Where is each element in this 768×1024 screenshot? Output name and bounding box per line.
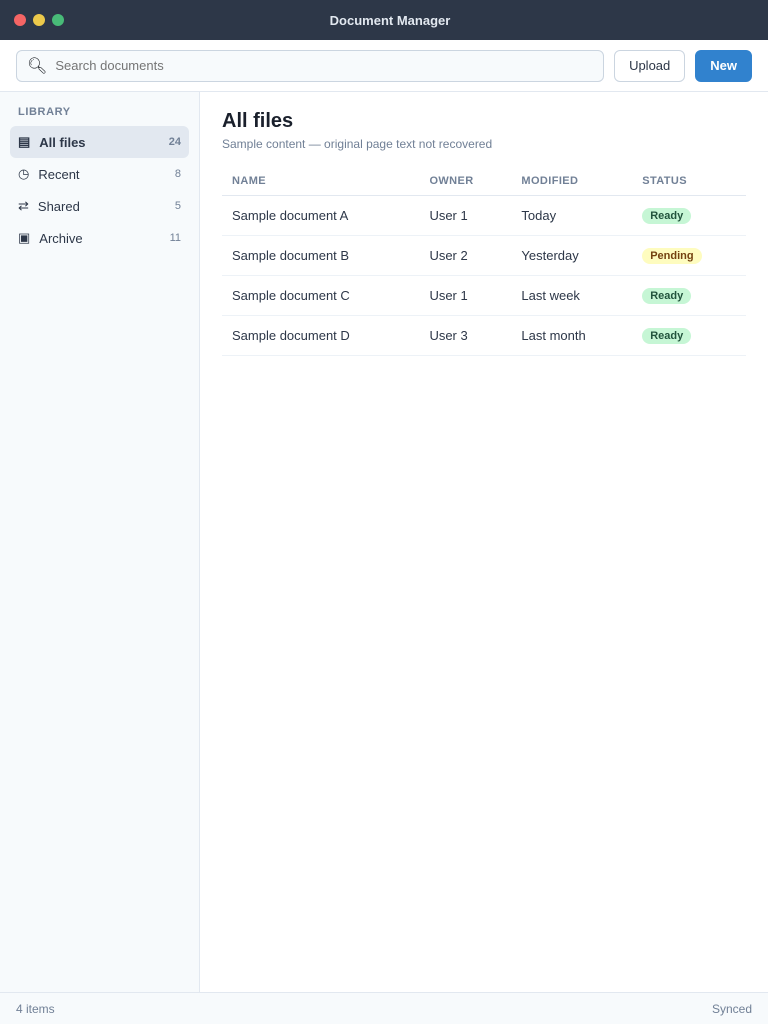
sidebar-item-label: All files (39, 134, 86, 150)
maximize-window-button[interactable] (52, 14, 64, 26)
cell-modified: Last week (511, 276, 632, 316)
folder-icon: ▤ (18, 134, 31, 149)
title-bar (0, 0, 768, 40)
close-window-button[interactable] (14, 14, 26, 26)
cell-name: Sample document B (222, 236, 419, 276)
page-title: All files (222, 110, 294, 132)
content-area (0, 92, 768, 992)
cell-status (632, 196, 746, 236)
table-row[interactable] (222, 196, 746, 236)
sidebar (0, 92, 200, 992)
cell-status (632, 236, 746, 276)
archive-icon: ▣ (18, 230, 31, 245)
cell-name: Sample document A (222, 196, 419, 236)
column-header[interactable]: OWNER (419, 167, 511, 196)
sidebar-heading: LIBRARY (18, 106, 71, 118)
sidebar-item-count: 8 (174, 168, 181, 180)
sidebar-item-count: 5 (174, 200, 181, 212)
sidebar-item-recent[interactable] (10, 158, 189, 190)
sidebar-item-label: Archive (39, 230, 83, 246)
status-badge: Pending (642, 248, 701, 264)
share-icon: ⇄ (18, 198, 29, 213)
cell-modified: Today (511, 196, 632, 236)
sidebar-item-shared[interactable] (10, 190, 189, 222)
cell-name: Sample document D (222, 316, 419, 356)
minimize-window-button[interactable] (33, 14, 45, 26)
cell-modified: Yesterday (511, 236, 632, 276)
status-badge: Ready (642, 288, 691, 304)
column-header[interactable]: STATUS (632, 167, 746, 196)
cell-status (632, 316, 746, 356)
table-body (222, 196, 746, 356)
status-item-count: 4 items (16, 1001, 55, 1016)
file-table (222, 167, 746, 356)
search-box (16, 50, 604, 82)
status-badge: Ready (642, 208, 691, 224)
new-button[interactable]: New (695, 50, 752, 82)
table-row[interactable] (222, 236, 746, 276)
cell-name: Sample document C (222, 276, 419, 316)
table-row[interactable] (222, 316, 746, 356)
column-header[interactable]: NAME (222, 167, 419, 196)
sidebar-item-archive[interactable] (10, 222, 189, 254)
cell-modified: Last month (511, 316, 632, 356)
window-title: Document Manager (329, 12, 451, 28)
clock-icon: ◷ (18, 166, 30, 181)
toolbar (0, 40, 768, 92)
sync-status: Synced (711, 1001, 752, 1016)
search-input[interactable] (55, 58, 593, 73)
sidebar-item-count: 24 (168, 136, 181, 148)
window-controls (14, 14, 64, 26)
sidebar-item-label: Recent (38, 166, 80, 182)
column-header[interactable]: MODIFIED (511, 167, 632, 196)
cell-owner: User 1 (419, 196, 511, 236)
table-header-row (222, 167, 746, 196)
status-badge: Ready (642, 328, 691, 344)
sidebar-item-label: Shared (37, 198, 80, 214)
search-icon: 🔍︎ (27, 57, 48, 75)
status-bar (0, 992, 768, 1024)
main-panel (200, 92, 768, 992)
table-row[interactable] (222, 276, 746, 316)
page-subtitle: Sample content — original page text not recovered (222, 137, 493, 151)
upload-button[interactable]: Upload (614, 50, 685, 82)
sidebar-item-all-files[interactable] (10, 126, 189, 158)
cell-owner: User 3 (419, 316, 511, 356)
sidebar-item-count: 11 (169, 232, 181, 244)
cell-owner: User 2 (419, 236, 511, 276)
cell-status (632, 276, 746, 316)
cell-owner: User 1 (419, 276, 511, 316)
